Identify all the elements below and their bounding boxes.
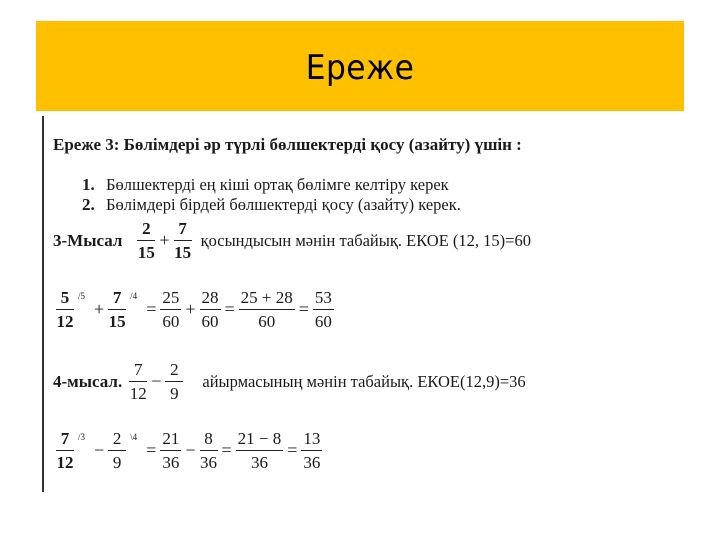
fraction <box>129 361 147 402</box>
fraction <box>56 430 74 471</box>
example-label: 3-Мысал <box>53 230 123 250</box>
operator: + <box>94 299 105 319</box>
step-number: 2. <box>82 195 95 214</box>
example-text: қосындысын мәнін табайық. ЕКОЕ (12, 15)=60 <box>200 230 531 250</box>
numerator: 25 + 28 <box>239 289 295 310</box>
denominator: 60 <box>162 312 180 331</box>
fraction <box>165 361 183 402</box>
fraction <box>137 220 155 261</box>
numerator: 7 <box>129 361 147 382</box>
example-3-statement <box>53 220 531 261</box>
denominator: 36 <box>162 453 180 472</box>
content-left-border <box>42 116 44 492</box>
numerator: 21 − 8 <box>236 430 284 451</box>
operator: − <box>185 440 196 460</box>
numerator: 25 <box>160 289 181 310</box>
denominator: 15 <box>174 243 192 262</box>
denominator: 12 <box>129 384 147 403</box>
multiplier: /4 <box>130 290 138 301</box>
numerator: 2 <box>137 220 155 241</box>
numerator: 21 <box>160 430 181 451</box>
multiplier: \4 <box>130 431 138 442</box>
numerator: 2 <box>108 430 126 451</box>
step-number: 1. <box>82 175 95 194</box>
fraction <box>174 220 192 261</box>
fraction <box>108 289 126 330</box>
multiplier: /3 <box>78 431 86 442</box>
example-text: айырмасының мәнін табайық. ЕКОЕ(12,9)=36 <box>202 371 526 391</box>
numerator: 7 <box>174 220 192 241</box>
denominator: 12 <box>56 453 74 472</box>
fraction <box>200 430 218 471</box>
numerator: 7 <box>108 289 126 310</box>
denominator: 60 <box>258 312 276 331</box>
fraction <box>108 430 126 471</box>
fraction <box>160 289 181 330</box>
denominator: 36 <box>250 453 268 472</box>
equals: = <box>287 440 298 460</box>
step-item-2 <box>82 195 461 215</box>
example-3-calculation <box>55 289 335 330</box>
equals: = <box>146 440 157 460</box>
equals: = <box>224 299 235 319</box>
example-4-calculation <box>55 430 323 471</box>
operator: + <box>185 299 196 319</box>
fraction <box>301 430 322 471</box>
denominator: 9 <box>170 384 179 403</box>
step-text: Бөлшектерді ең кіші ортақ бөлімге келтіру керек <box>106 175 449 194</box>
fraction <box>236 430 284 471</box>
equals: = <box>298 299 309 319</box>
equals: = <box>146 299 157 319</box>
fraction <box>200 289 221 330</box>
denominator: 60 <box>314 312 332 331</box>
numerator: 2 <box>165 361 183 382</box>
operator: + <box>159 230 170 250</box>
fraction <box>56 289 74 330</box>
example-label: 4-мысал. <box>53 371 123 391</box>
fraction <box>313 289 334 330</box>
multiplier: /5 <box>78 290 86 301</box>
denominator: 12 <box>56 312 74 331</box>
denominator: 15 <box>137 243 155 262</box>
example-4-statement <box>53 361 526 402</box>
rule-heading: Ереже 3: Бөлімдері әр түрлі бөлшектерді қосу (азайту) үшін : <box>53 135 522 154</box>
operator: − <box>151 371 162 391</box>
denominator: 36 <box>200 453 217 472</box>
equals: = <box>221 440 232 460</box>
denominator: 15 <box>108 312 126 331</box>
step-item-1 <box>82 175 449 195</box>
title-banner <box>36 21 684 111</box>
operator: − <box>94 440 105 460</box>
slide-title: Ереже <box>305 48 415 88</box>
numerator: 5 <box>56 289 74 310</box>
denominator: 9 <box>112 453 122 472</box>
numerator: 28 <box>200 289 221 310</box>
numerator: 13 <box>301 430 322 451</box>
denominator: 60 <box>201 312 219 331</box>
fraction <box>239 289 295 330</box>
numerator: 7 <box>56 430 74 451</box>
numerator: 53 <box>313 289 334 310</box>
numerator: 8 <box>200 430 218 451</box>
denominator: 36 <box>303 453 321 472</box>
step-text: Бөлімдері бірдей бөлшектерді қосу (азайту) керек. <box>106 195 461 214</box>
fraction <box>160 430 181 471</box>
